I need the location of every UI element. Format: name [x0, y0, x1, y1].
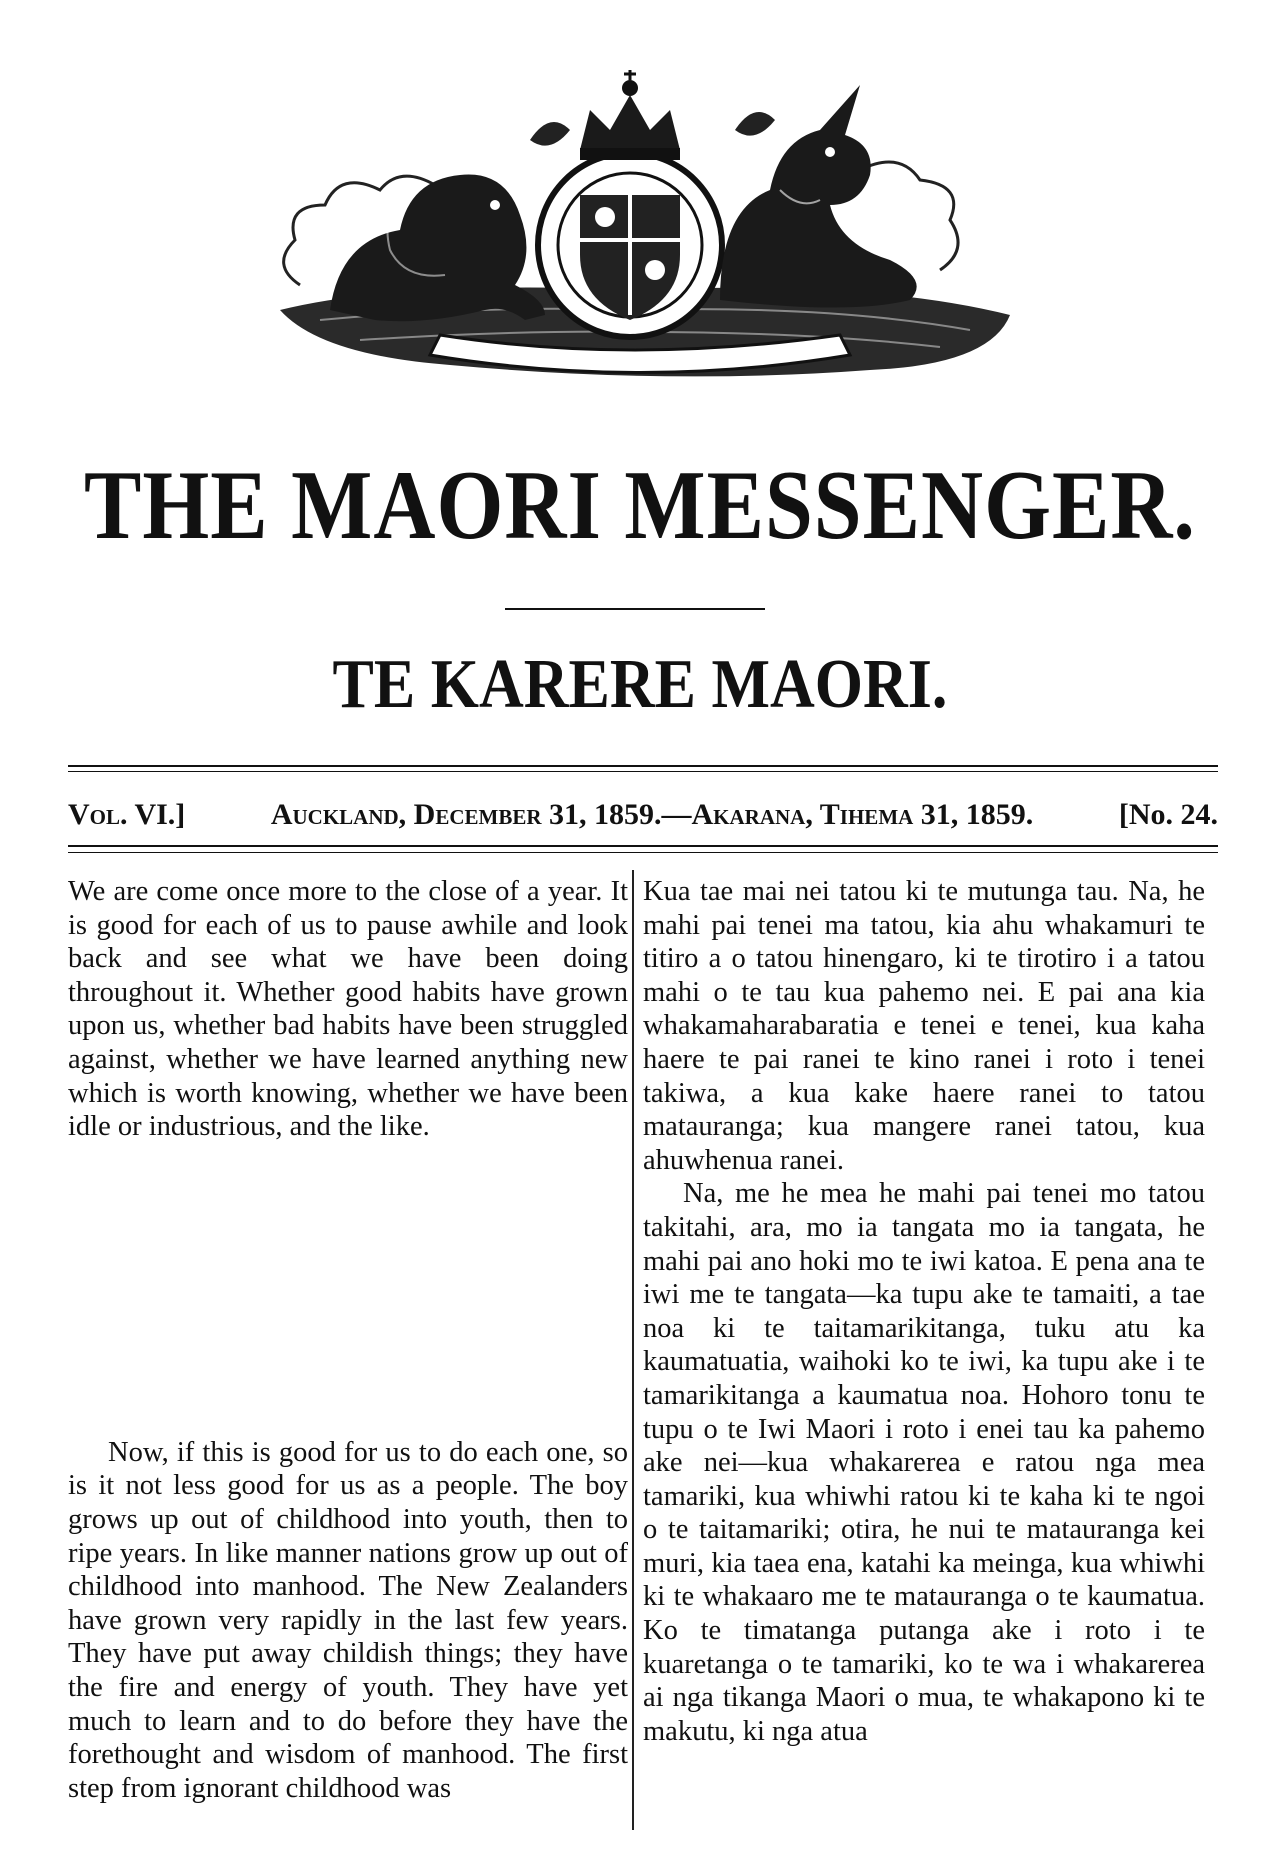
- english-paragraph-1: We are come once more to the close of a year. It is good for each of us to pause awhile and look back and see what we have been doing throughout it. Whether good habits have grown upon us, whether bad habits have been struggled against, whether we have learned anything new which is worth knowing, whether we have been idle or industrious, and the like.: [68, 876, 628, 1143]
- column-gap: [68, 1144, 628, 1436]
- newspaper-title: THE MAORI MESSENGER.: [84, 449, 1196, 560]
- royal-coat-of-arms-image: [240, 70, 1030, 410]
- maori-column: [643, 875, 1205, 1748]
- english-column: [68, 875, 628, 1805]
- date-label: Auckland, December 31, 1859.—Akarana, Tihema 31, 1859.: [270, 798, 1034, 831]
- dateline-bottom-rule: [68, 845, 1218, 847]
- dateline-top-rule-2: [68, 771, 1218, 772]
- dateline-top-rule: [68, 765, 1218, 767]
- issue-number: [No. 24.: [1118, 798, 1218, 831]
- dateline: [68, 800, 1218, 830]
- newspaper-subtitle: TE KARERE MAORI.: [332, 646, 948, 723]
- volume-label: Vol. VI.]: [68, 798, 186, 831]
- english-paragraph-2: Now, if this is good for us to do each one, so is it not less good for us as a people. The boy grows up out of childhood into youth, then to ripe years. In like manner nations grow up out of childhood into manhood. The New Zealanders have grown very rapidly in the last few years. They have put away childish things; they have the fire and energy of youth. They have yet much to learn and to do before they have the forethought and wisdom of manhood. The first step from ignorant childhood was: [68, 1436, 628, 1804]
- column-divider: [632, 870, 634, 1830]
- maori-paragraph-2: Na, me he mea he mahi pai tenei mo tatou takitahi, ara, mo ia tangata mo ia tangata, he mahi pai ano hoki mo te iwi katoa. E pena ana te iwi me te tangata—ka tupu ake te tamaiti, a tae noa ki te taitamarikitanga, tuku atu ka kaumatuatia, waihoki ko te iwi, ka tupu ake i te tamarikitanga a kaumatua noa. Hohoro tonu te tupu o te Iwi Maori i roto i enei tau ka pahemo ake nei—kua whakarerea e ratou nga mea tamariki, kua whiwhi ratou ki te kaha ki te ngoi o te taitamariki; otira, he nui te matauranga kei muri, kia taea ena, katahi ka meinga, kua whiwhi ki te whakaaro me te matauranga o te kaumatua. Ko te timatanga putanga ake i roto i te kuaretanga o te tamariki, ko te wa i whakarerea ai nga tikanga Maori o mua, te whakapono ki te makutu, ki nga atua: [643, 1178, 1205, 1747]
- title-rule: [505, 608, 765, 610]
- maori-paragraph-1: Kua tae mai nei tatou ki te mutunga tau. Na, he mahi pai tenei ma tatou, kia ahu whakamuri te titiro a o tatou hinengaro, ki te tirotiro i a tatou mahi o te tau kua pahemo nei. E pai ana kia whakamaharabaratia e tenei e tenei, kua kaha haere te pai ranei te kino ranei i roto i tenei takiwa, a kua kake haere ranei to tatou matauranga; kua mangere ranei tatou, kua ahuwhenua ranei.: [643, 876, 1205, 1176]
- dateline-bottom-rule-2: [68, 852, 1218, 853]
